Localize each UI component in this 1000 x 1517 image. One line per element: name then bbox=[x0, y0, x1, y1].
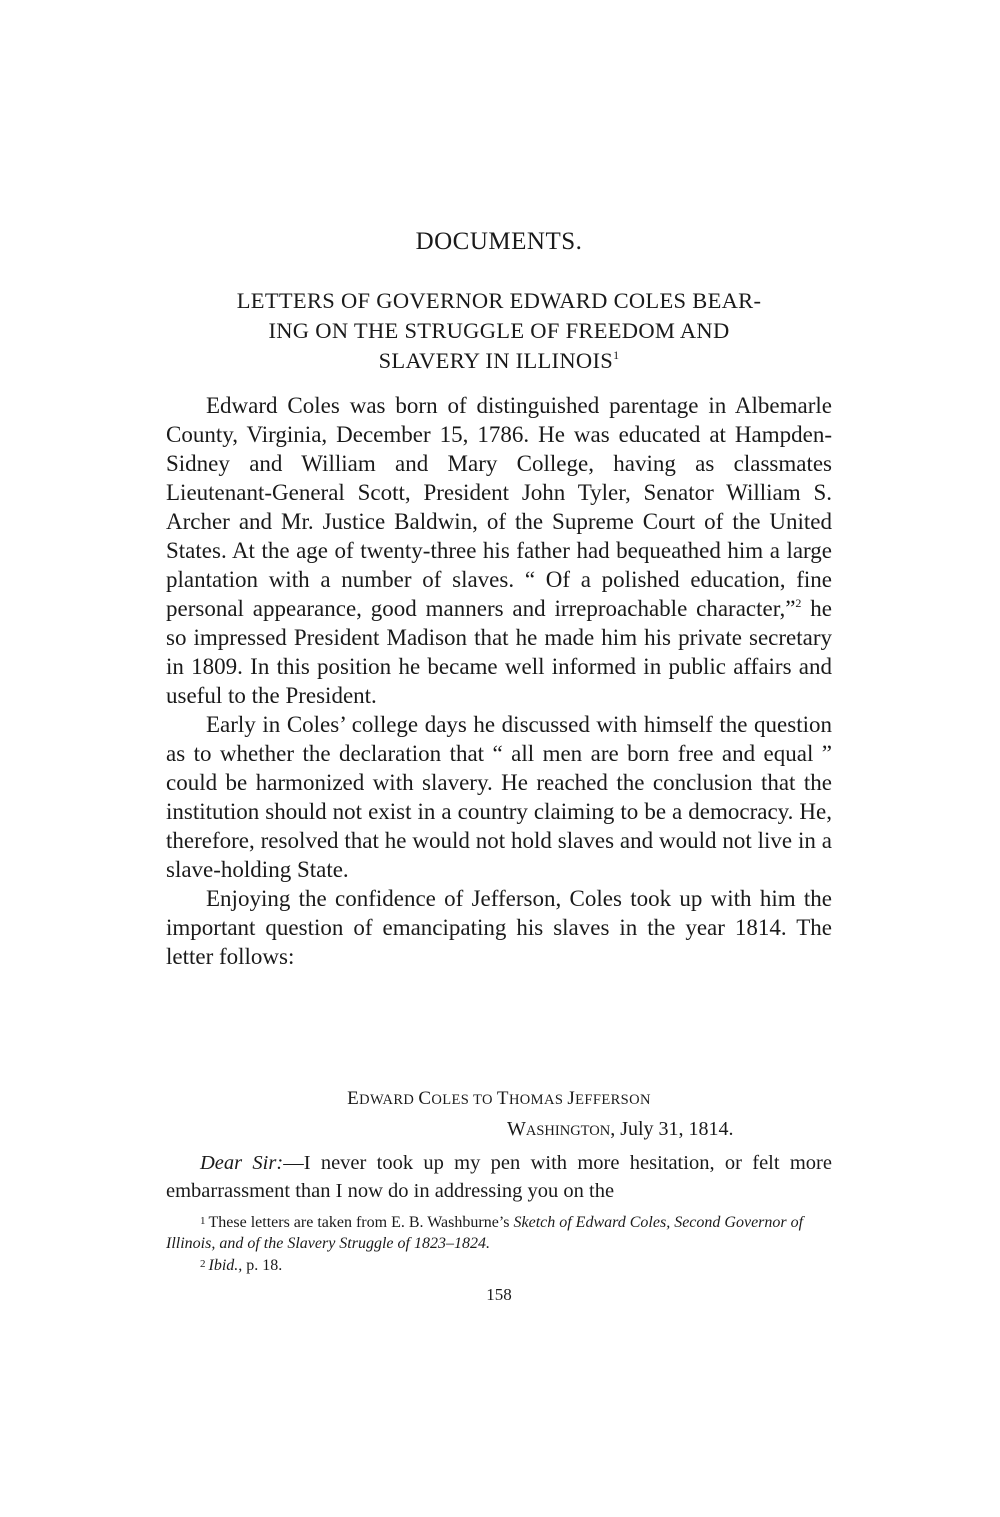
lh-5: T bbox=[496, 1088, 509, 1109]
footnote-2-text: p. 18. bbox=[242, 1257, 283, 1274]
title-line-2: ING ON THE STRUGGLE OF FREEDOM AND bbox=[268, 318, 730, 343]
lh-2: DWARD bbox=[359, 1092, 419, 1108]
letter-paragraph bbox=[166, 1149, 832, 1205]
lh-4: OLES TO bbox=[431, 1092, 497, 1108]
dateline-cap: W bbox=[507, 1118, 526, 1140]
letter-salutation: Dear Sir: bbox=[200, 1152, 284, 1174]
letter-text: —I never took up my pen with more hesitation, or felt more embarrassment than I now do in addressing you on the bbox=[166, 1152, 832, 1202]
lh-3: C bbox=[418, 1088, 432, 1109]
paragraph-1-text-b: he so impressed President Madison that he made him his private secretary in 1809. In this position he became well informed in public affairs and useful to the President. bbox=[166, 596, 832, 708]
lh-8: EFFERSON bbox=[575, 1092, 651, 1108]
paragraph-3: Enjoying the confidence of Jefferson, Coles took up with him the important question of emancipating his slaves in the year 1814. The letter follows: bbox=[166, 886, 832, 969]
footnote-1-text: These letters are taken from E. B. Washburne’s bbox=[208, 1214, 514, 1231]
footnote-1-italic: Sketch of Edward Coles, Second Governor of Illinois, and of the Slavery Struggle of 1823–1824. bbox=[166, 1214, 804, 1252]
footnote-2 bbox=[166, 1254, 832, 1276]
footnote-1-number: 1 bbox=[200, 1215, 206, 1227]
dateline-rest: , July 31, 1814. bbox=[610, 1118, 734, 1140]
paragraph-2: Early in Coles’ college days he discussed with himself the question as to whether the declaration that “ all men are born free and equal ” could be harmonized with slavery. He reached the conclusion that the institution should not exist in a country claiming to be a democracy. He, therefore, resolved that he would not hold slaves and would not live in a slave-holding State. bbox=[166, 712, 832, 882]
paragraph-1 bbox=[166, 391, 832, 710]
footnote-ref-2[interactable]: 2 bbox=[795, 596, 802, 610]
footnote-2-italic: Ibid., bbox=[208, 1257, 243, 1274]
lh-7: J bbox=[567, 1088, 576, 1109]
page-number: 158 bbox=[486, 1285, 512, 1304]
paragraph-1-text-a: Edward Coles was born of distinguished parentage in Albemarle County, Virginia, December 15, 1786. He was educated at Hampden-Sidney and William and Mary College, having as classmates Lieutenant-General Scott, President John Tyler, Senator William S. Archer and Mr. Justice Baldwin, of the Supreme Court of the United States. At the age of twenty-three his father had bequeathed him a large plantation with a number of slaves. “ Of a polished education, fine personal appearance, good manners and irreproachable character,” bbox=[166, 393, 832, 621]
letter-heading bbox=[166, 1088, 832, 1110]
article-body bbox=[166, 391, 832, 971]
title-line-3 bbox=[166, 346, 832, 376]
footnote-ref-1[interactable]: 1 bbox=[613, 348, 620, 362]
article-title bbox=[166, 286, 832, 376]
section-heading: DOCUMENTS. bbox=[415, 228, 583, 255]
footnotes bbox=[166, 1211, 832, 1276]
footnote-2-number: 2 bbox=[200, 1258, 206, 1270]
footnote-1 bbox=[166, 1211, 832, 1254]
letter-dateline bbox=[507, 1118, 734, 1141]
letter-body bbox=[166, 1149, 832, 1205]
title-line-3-text: SLAVERY IN ILLINOIS bbox=[378, 348, 614, 373]
lh-1: E bbox=[347, 1088, 360, 1109]
lh-6: HOMAS bbox=[508, 1092, 568, 1108]
title-line-1: LETTERS OF GOVERNOR EDWARD COLES BEAR- bbox=[236, 288, 762, 313]
dateline-small: ASHINGTON bbox=[525, 1123, 611, 1139]
